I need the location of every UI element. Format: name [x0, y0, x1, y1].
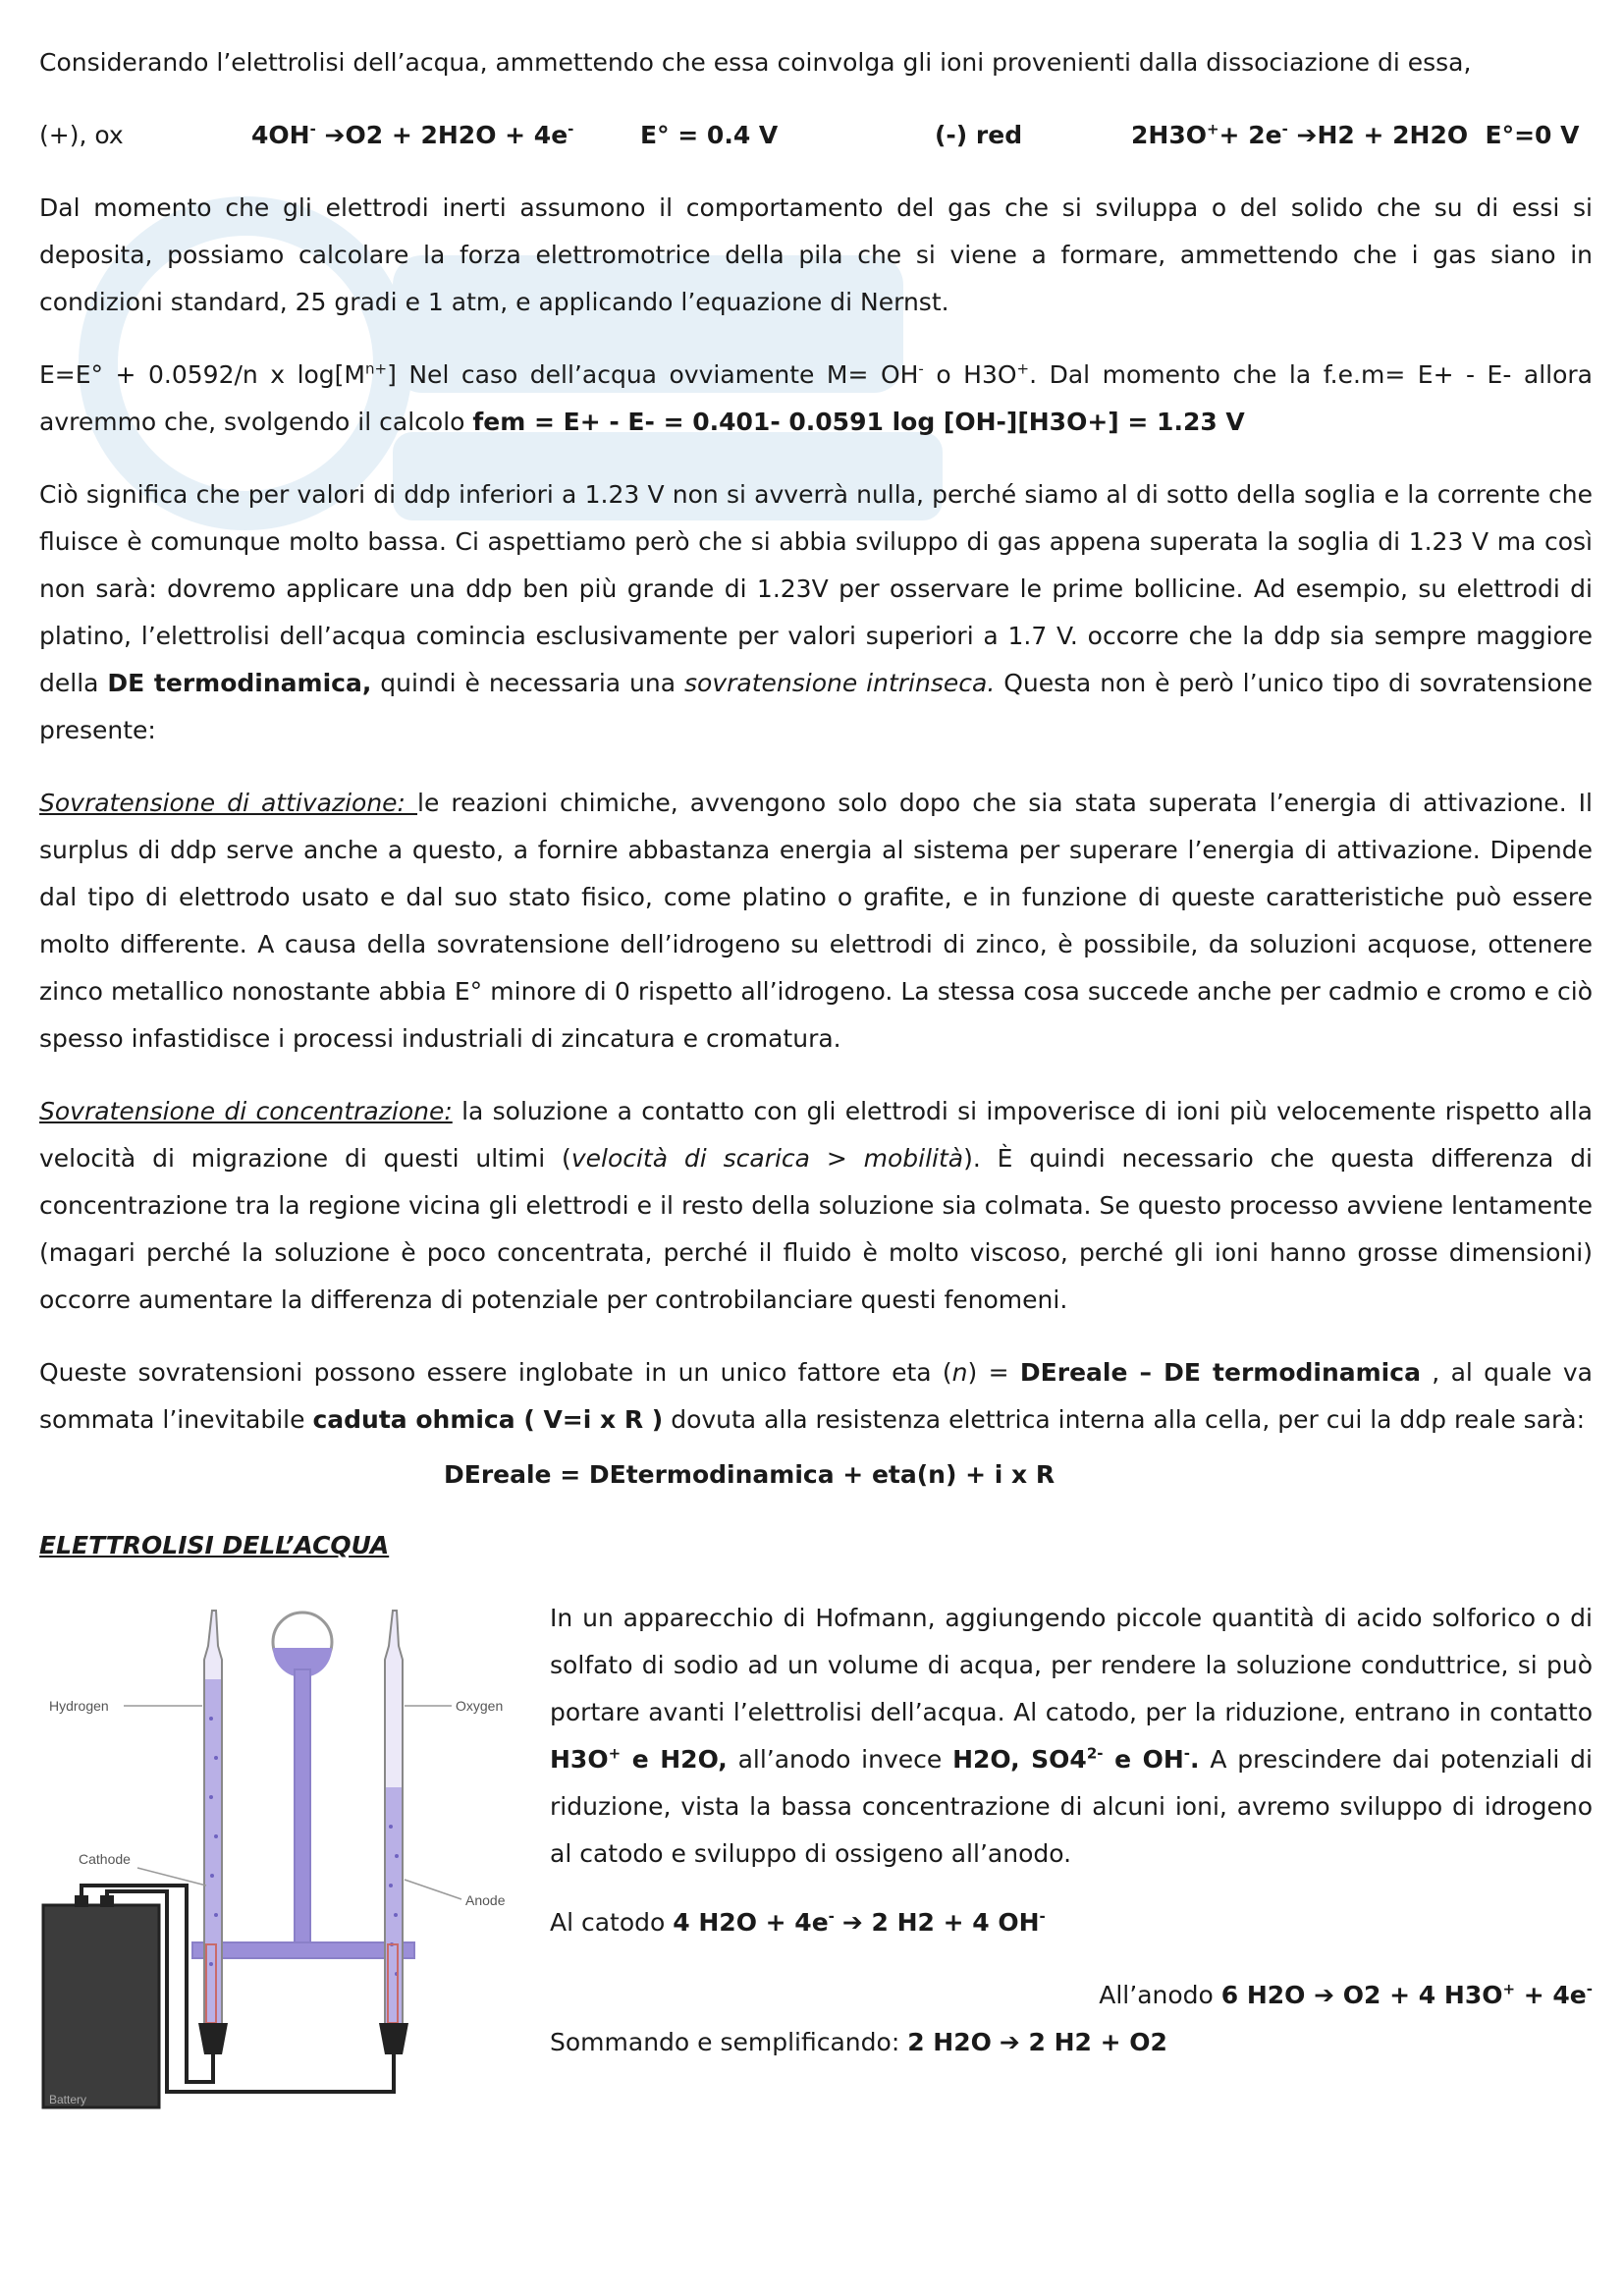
battery — [43, 1905, 159, 2107]
battery-terminal-negative — [75, 1895, 88, 1907]
sum-reaction: Sommando e semplificando: 2 H2O ➔ 2 H2 + O2 — [550, 2028, 1167, 2056]
label-anode: Anode — [465, 1892, 506, 1908]
concentration-title: Sovratensione di concentrazione: — [39, 1097, 453, 1125]
arrow-icon: ➔ — [1296, 121, 1318, 149]
hofmann-paragraph: In un apparecchio di Hofmann, aggiungendo piccole quantità di acido solforico o di solfato di sodio ad un volume di acqua, per rendere la soluzione conduttrice, si può portare avanti l’elettrolisi dell’acqua. Al catodo, per la riduzione, entrano in contatto H3O+ e H2O, all’anodo invece H2O, $SO4^{2-}$ e OH-. A prescindere dai potenziali di riduzione, vista la bassa concentrazione di alcuni ioni, avremo sviluppo di idrogeno al catodo e sviluppo di ossigeno all’anodo. — [550, 1604, 1593, 1868]
arrow-icon: ➔ — [999, 2028, 1020, 2056]
document-page — [39, 39, 1593, 2111]
concentration-paragraph: Sovratensione di concentrazione: la soluzione a contatto con gli elettrodi si impoverisce di ioni più velocemente rispetto alla velocità di migrazione di questi ultimi (velocità di scarica > mobilità). È quindi necessario che questa differenza di concentrazione tra la regione vicina gli elettrodi e il resto della soluzione sia colmata. Se questo processo avviene lentamente (magari perché la soluzione è poco concentrata, perché il fluido è molto viscoso, perché gli ioni hanno grosse dimensioni) occorre aumentare la differenza di potenziale per controbilanciare questi fenomeni. — [39, 1097, 1594, 1314]
arrow-icon: ➔ — [841, 1908, 863, 1937]
red-equation: 2H3O++ 2e- ➔H2 + 2H2O E°=0 V — [1131, 112, 1580, 159]
connector-tube — [192, 1942, 414, 1958]
label-oxygen: Oxygen — [456, 1698, 504, 1714]
nernst-paragraph: Dal momento che gli elettrodi inerti assumono il comportamento del gas che si sviluppa o del solido che su di essi si deposita, possiamo calcolare la forza elettromotrice della pila che si viene a formare, ammettendo che i gas siano in condizioni standard, 25 gradi e 1 atm, e applicando l’equazione di Nernst. — [39, 193, 1593, 316]
battery-terminal-positive — [100, 1895, 114, 1907]
fem-paragraph: E=E° + 0.0592/n x $\log[M^{n+}]$ Nel caso dell’acqua ovviamente M= OH- o H3O+. Dal momento che la f.e.m= E+ - E- allora avremmo che, svolgendo il calcolo fem = E+ - E- = 0.401- 0.0591 log [OH-][H3O+] = 1.23 V — [39, 359, 1593, 436]
sum-paragraph: Queste sovratensioni possono essere inglobate in un unico fattore eta (n) = DEreale – DE termodinamica , al quale va sommata l’inevitabile caduta ohmica ( V=i x R ) dovuta alla resistenza elettrica interna alla cella, per cui la ddp reale sarà: — [39, 1358, 1593, 1434]
section-heading: ELETTROLISI DELL’ACQUA — [39, 1531, 390, 1559]
arrow-icon: ➔ — [324, 121, 346, 149]
threshold-paragraph: Ciò significa che per valori di ddp inferiori a 1.23 V non si avverrà nulla, perché siamo al di sotto della soglia e la corrente che fluisce è comunque molto bassa. Ci aspettiamo però che si abbia sviluppo di gas appena superata la soglia di 1.23 V ma così non sarà: dovremo applicare una ddp ben più grande di 1.23V per osservare le prime bollicine. Ad esempio, su elettrodi di platino, l’elettrolisi dell’acqua comincia esclusivamente per valori superiori a 1.7 V. occorre che la ddp sia sempre maggiore della DE termodinamica, quindi è necessaria una sovratensione intrinseca. Questa non è però l’unico tipo di sovratensione presente: — [39, 480, 1593, 744]
real-ddp-equation: DEreale = DEtermodinamica + eta(n) + i x R — [444, 1460, 1056, 1489]
fem-result: fem = E+ - E- = 0.401- 0.0591 log [OH-][H3O+] = 1.23 V — [472, 408, 1245, 436]
activation-title: Sovratensione di attivazione: — [39, 789, 418, 817]
red-label: (-) red — [935, 121, 1023, 149]
label-leaders — [124, 1706, 461, 1899]
ox-equation: 4OH- ➔O2 + 2H2O + 4e- — [251, 112, 640, 159]
label-cathode: Cathode — [79, 1851, 131, 1867]
cathode-reaction: Al catodo 4 H2O + 4e- ➔ 2 H2 + 4 OH- — [550, 1907, 1046, 1937]
ox-label: (+), ox — [39, 121, 124, 149]
anode-reaction: All’anodo 6 H2O ➔ O2 + 4 H3O+ + 4e- — [1099, 1980, 1593, 2009]
hofmann-apparatus-figure — [39, 1601, 522, 2111]
arrow-icon: ➔ — [1314, 1981, 1335, 2009]
cathode-stopper — [198, 2023, 228, 2054]
central-tube — [295, 1669, 310, 1954]
intro-paragraph: Considerando l’elettrolisi dell’acqua, ammettendo che essa coinvolga gli ioni provenienti dalla dissociazione di essa, — [39, 48, 1472, 77]
label-battery: Battery — [49, 2093, 87, 2106]
label-hydrogen: Hydrogen — [49, 1698, 109, 1714]
hydrogen-tube-liquid — [205, 1679, 221, 2023]
hofmann-section — [39, 1595, 1593, 2106]
activation-paragraph: Sovratensione di attivazione: le reazioni chimiche, avvengono solo dopo che sia stata superata l’energia di attivazione. Il surplus di ddp serve anche a questo, a fornire abbastanza energia al sistema per superare l’energia di attivazione. Dipende dal tipo di elettrodo usato e dal suo stato fisico, come platino o grafite, e in funzione di queste caratteristiche può essere molto differente. A causa della sovratensione dell’idrogeno su elettrodi di zinco, è possibile, da soluzioni acquose, ottenere zinco metallico nonostante abbia E° minore di 0 rispetto all’idrogeno. La stessa cosa succede anche per cadmio e cromo e ciò spesso infastidisce i processi industriali di zincatura e cromatura. — [39, 789, 1593, 1053]
anode-stopper — [379, 2023, 408, 2054]
half-reactions-row — [39, 112, 1593, 159]
ox-potential: E° = 0.4 V — [640, 121, 779, 149]
